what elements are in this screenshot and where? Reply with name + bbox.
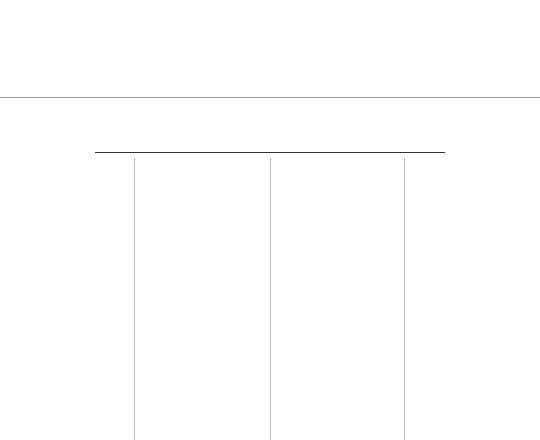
column-divider (404, 158, 405, 440)
column-1 (6, 156, 128, 440)
column-divider (134, 158, 135, 440)
top-article (0, 0, 540, 92)
column-4 (410, 156, 534, 440)
column-2 (140, 156, 262, 440)
section-divider (0, 97, 540, 98)
column-divider (270, 158, 271, 440)
headline-underline (95, 152, 445, 153)
column-3 (276, 156, 398, 440)
